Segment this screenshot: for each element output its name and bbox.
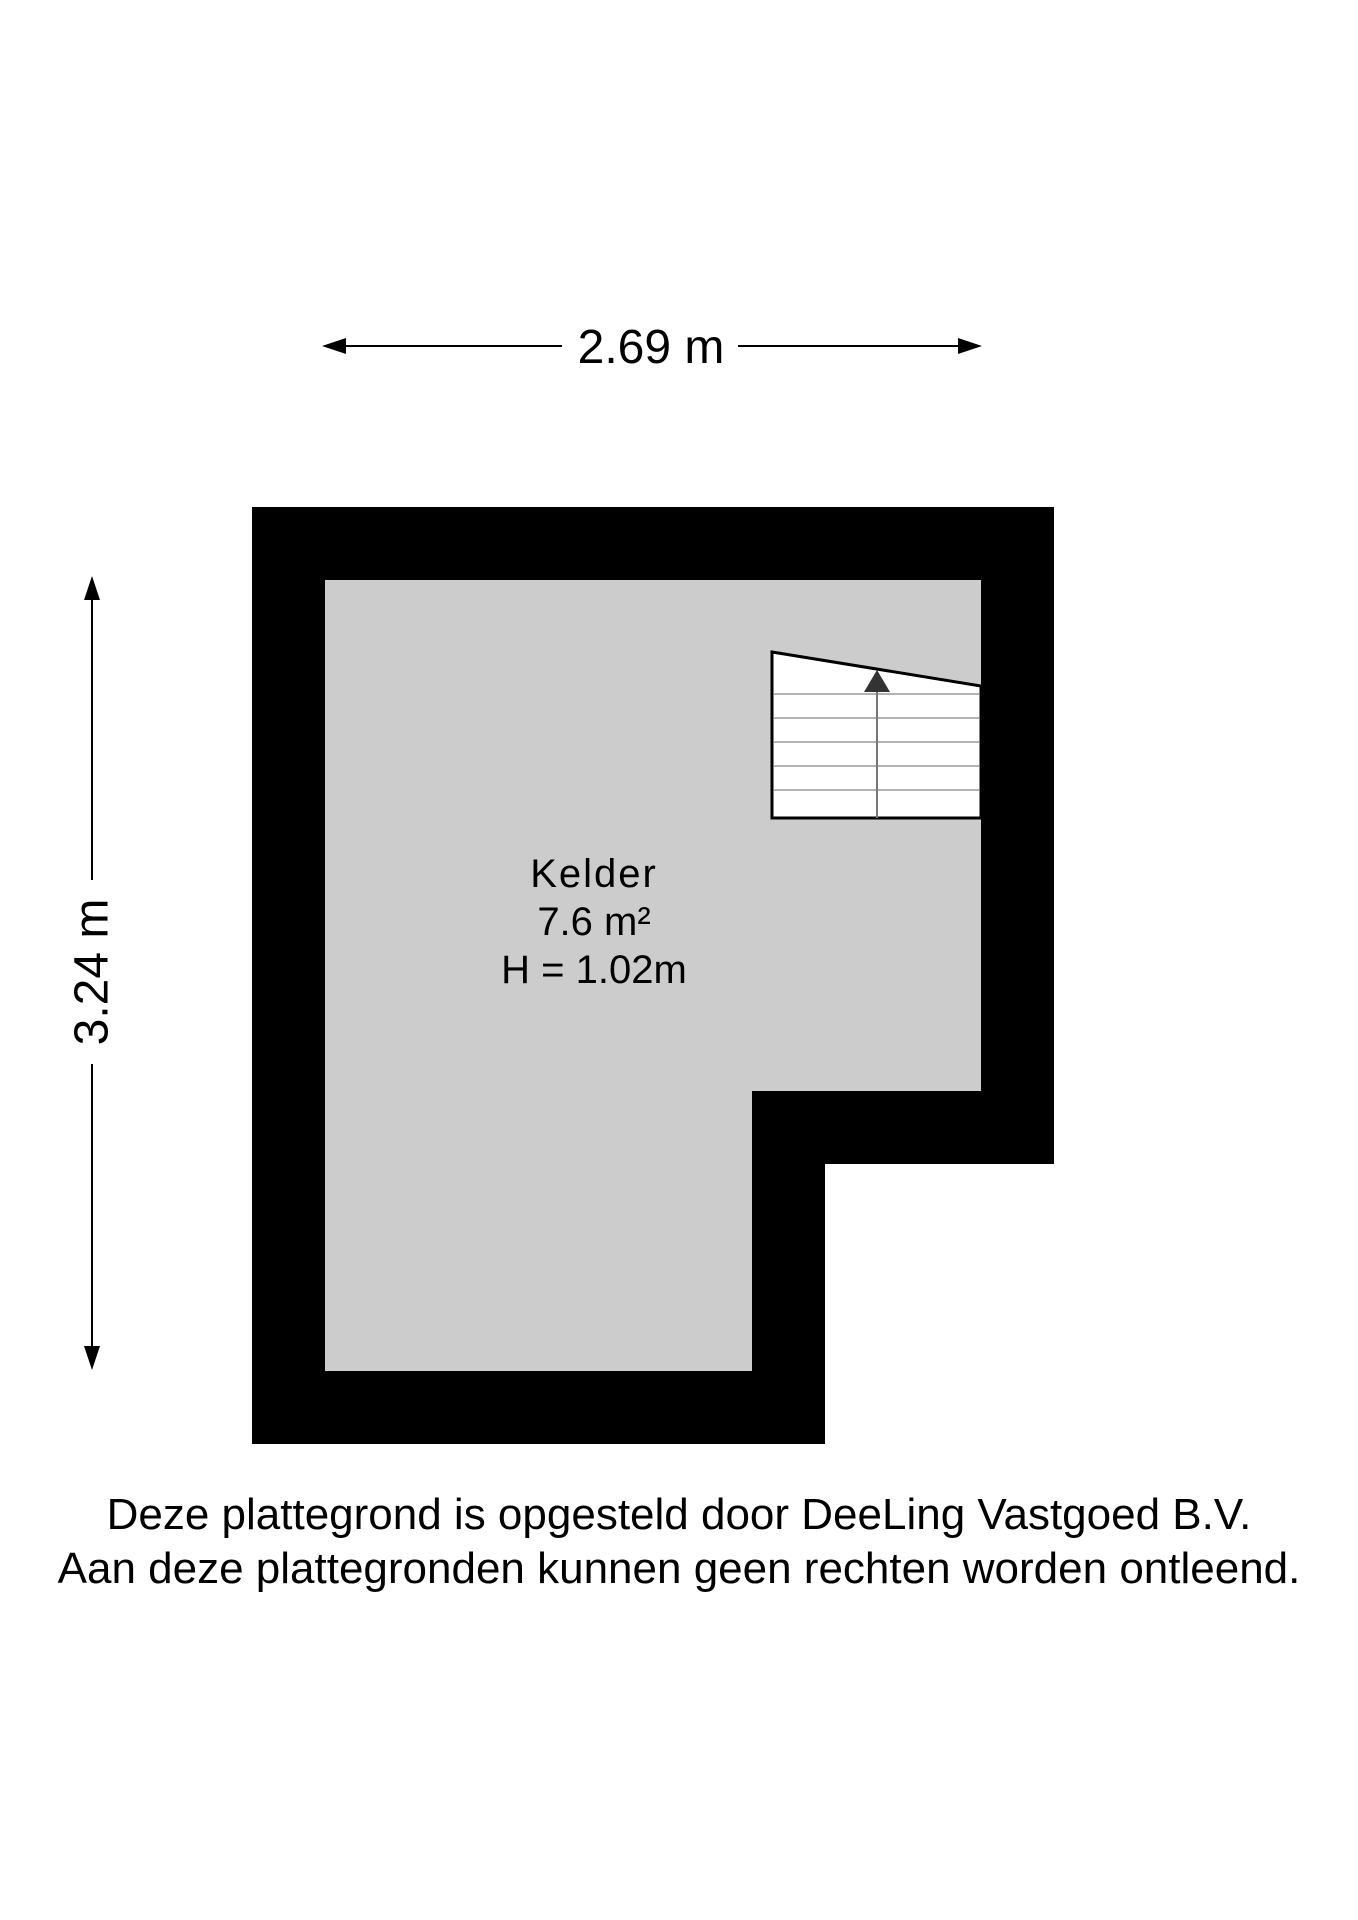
width-dimension-label: 2.69 m (577, 321, 725, 374)
room-height: H = 1.02m (501, 948, 687, 992)
disclaimer-line-2: Aan deze plattegronden kunnen geen rechten worden ontleend. (57, 1544, 1301, 1593)
height-dimension-label: 3.24 m (65, 898, 119, 1046)
room-name: Kelder (530, 852, 658, 896)
width-arrow-left-icon (322, 338, 346, 354)
height-arrow-bottom-icon (84, 1346, 100, 1370)
disclaimer-line-1: Deze plattegrond is opgesteld door DeeLing Vastgoed B.V. (106, 1490, 1252, 1539)
width-dimension (322, 321, 982, 374)
height-dimension (66, 576, 119, 1370)
room-area: 7.6 m² (537, 900, 651, 944)
width-arrow-right-icon (958, 338, 982, 354)
disclaimer (0, 1488, 1358, 1596)
height-arrow-top-icon (84, 576, 100, 600)
